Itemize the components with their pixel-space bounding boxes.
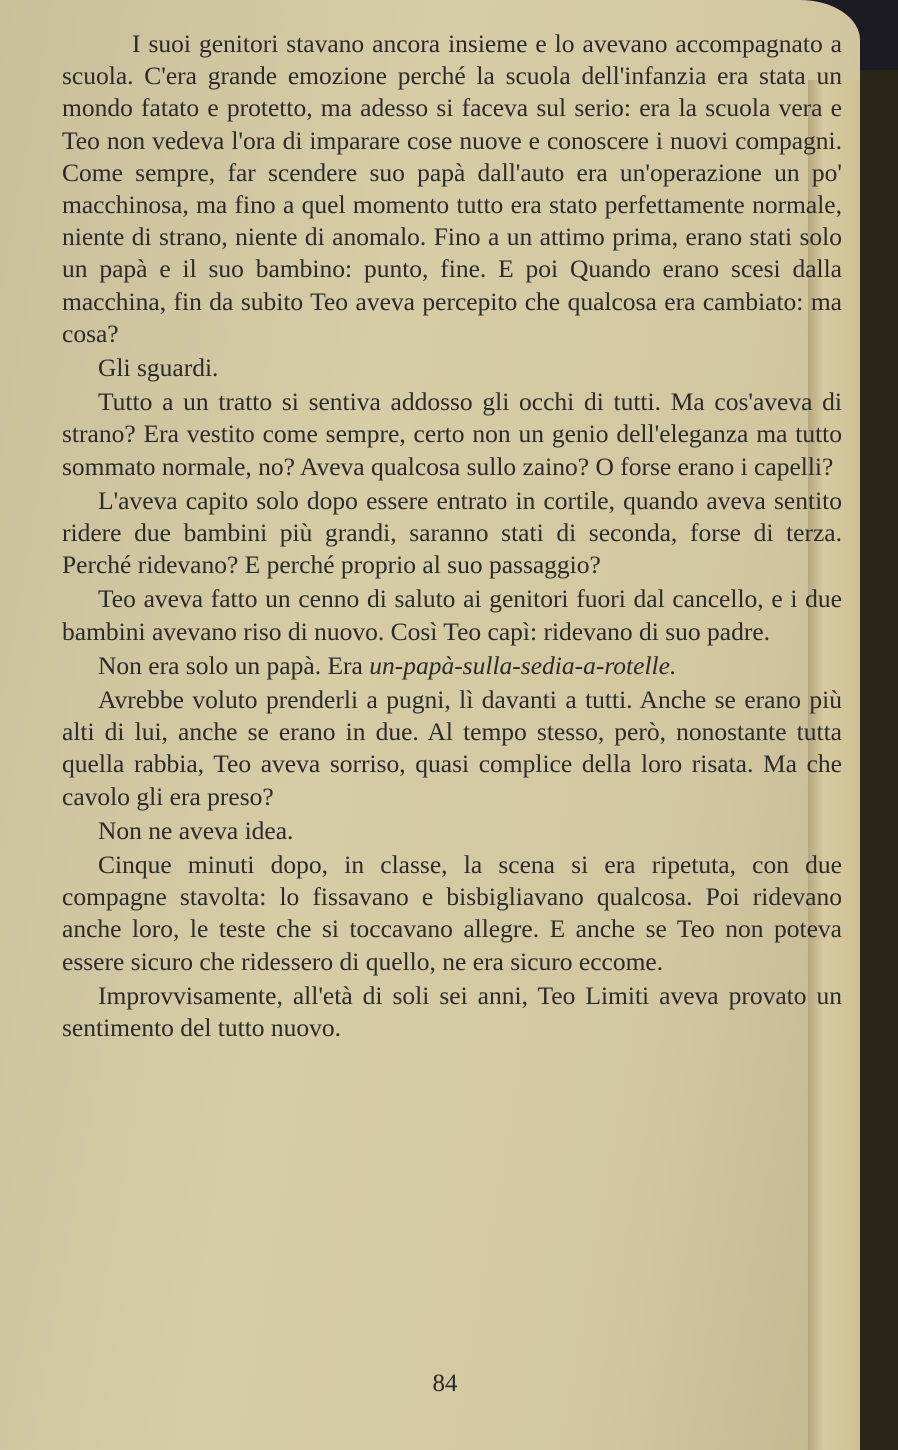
paragraph-6-text: Non era solo un papà. Era	[98, 650, 370, 680]
paragraph-7: Avrebbe voluto prenderli a pugni, lì davanti a tutti. Anche se erano più alti di lui, anche se erano in due. Al tempo stesso, però, nonostante tutta quella rabbia, Teo aveva sorriso, quasi complice della loro risata. Ma che cavolo gli era preso?	[62, 685, 842, 811]
paragraph-6-italic: un-papà-sulla-sedia-a-rotelle.	[369, 650, 677, 680]
page-number: 84	[432, 1370, 458, 1397]
paragraph-2: Gli sguardi.	[98, 353, 219, 383]
paragraph-5: Teo aveva fatto un cenno di saluto ai genitori fuori dal cancello, e i due bambini avevano riso di nuovo. Così Teo capì: ridevano di suo padre.	[62, 584, 842, 646]
paragraph-4: L'aveva capito solo dopo essere entrato in cortile, quando aveva sentito ridere due bambini più grandi, saranno stati di seconda, forse di terza. Perché ridevano? E perché proprio al suo passaggio?	[62, 485, 842, 580]
paragraph-1: I suoi genitori stavano ancora insieme e lo avevano accompagnato a scuola. C'era grande emozione perché la scuola dell'infanzia era stata un mondo fatato e protetto, ma adesso si faceva sul serio: era la scuola vera e Teo non vedeva l'ora di imparare cose nuove e conoscere i nuovi compagni. Come sempre, far scendere suo papà dall'auto era un'operazione un po' macchinosa, ma fino a quel momento tutto era stato perfettamente normale, niente di strano, niente di anomalo. Fino a un attimo prima, erano stati solo un papà e il suo bambino: punto, fine. E poi Quando erano scesi dalla macchina, fin da subito Teo aveva percepito che qualcosa era cambiato: ma cosa?	[62, 29, 842, 348]
paragraph-6	[62, 650, 842, 682]
page-text	[62, 28, 842, 1046]
paragraph-3: Tutto a un tratto si sentiva addosso gli occhi di tutti. Ma cos'aveva di strano? Era vestito come sempre, certo non un genio dell'eleganza ma tutto sommato normale, no? Aveva qualcosa sullo zaino? O forse erano i capelli?	[62, 387, 842, 481]
paragraph-9: Cinque minuti dopo, in classe, la scena si era ripetuta, con due compagne stavolta: lo fissavano e bisbigliavano qualcosa. Poi ridevano anche loro, le teste che si toccavano allegre. E anche se Teo non poteva essere sicuro che ridessero di quello, ne era sicuro eccome.	[62, 850, 842, 976]
paragraph-10: Improvvisamente, all'età di soli sei anni, Teo Limiti aveva provato un sentimento del tutto nuovo.	[62, 980, 842, 1043]
paragraph-8: Non ne aveva idea.	[98, 815, 294, 845]
